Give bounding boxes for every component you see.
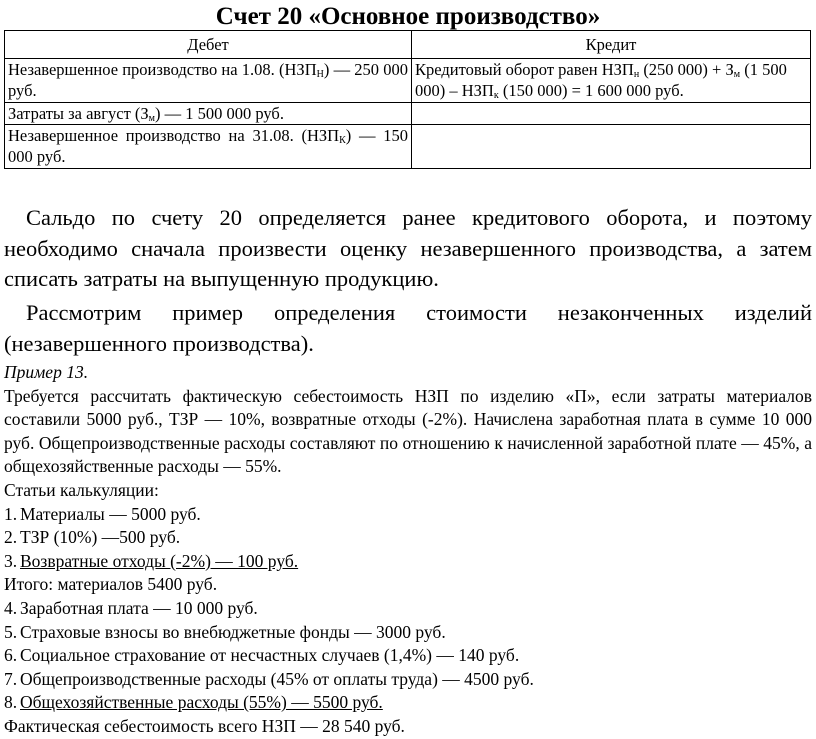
debit-header: Дебет [5,31,412,59]
credit-header: Кредит [412,31,811,59]
account-20-table [4,30,811,169]
subtotal-line: Итого: материалов 5400 руб. [4,574,218,595]
credit-cell-empty [412,125,811,169]
example-task: Требуется рассчитать фактическую себестоимость НЗП по изделию «П», если затраты материалов составили 5000 руб., ТЗР — 10%, возвратные отходы (-2%). Начислена заработная плата в сумме 10 000 руб. Общепроизводственные расходы составляют по отношению к начисленной заработной плате — 45%, а общехозяйственные расходы — 55%. [4,385,812,477]
debit-cell-wip-start: Незавершенное производство на 1.08. $(НЗП_Н)$ — 250 000 руб. [5,59,412,103]
example-label: Пример 13. [4,362,89,382]
list-item: 4. Заработная плата — 10 000 руб. [4,597,258,618]
table-row [5,103,811,125]
total-line: Фактическая себестоимость всего НЗП — 28 540 руб. [4,715,405,736]
list-item: 1. Материалы — 5000 руб. [4,503,201,524]
list-item: 8. Общехозяйственные расходы (55%) — 5500 руб. [4,692,383,713]
credit-cell-turnover: Кредитовый оборот равен $НЗП_н$ (250 $000) + З_м$ (1 500 $000) - НЗП_к$ (150 000) = 1 600 000 руб. [412,59,811,103]
credit-cell-empty [412,103,811,125]
list-item: 6. Социальное страхование от несчастных случаев (1,4%) — 140 руб. [4,645,520,666]
calc-heading: Статьи калькуляции: [4,479,159,500]
example-section [4,361,812,739]
list-item: 3. Возвратные отходы (-2%) — 100 руб. [4,550,299,571]
paragraph-example-intro: Рассмотрим пример определения стоимости незаконченных изделий (незавершенного производства). [4,300,812,356]
debit-cell-costs: Затраты за август $(З_м)$ — 1 500 000 руб. [5,103,412,125]
table-header-row [5,31,811,59]
paragraph-balance: Сальдо по счету 20 определяется ранее кредитового оборота, и поэтому необходимо сначала произвести оценку незавершенного производства, а затем списать затраты на выпущенную продукцию. [4,205,812,291]
table-row [5,125,811,169]
list-item: 2. ТЗР (10%) —500 руб. [4,527,181,548]
list-item: 7. Общепроизводственные расходы (45% от оплаты труда) — 4500 руб. [4,668,534,689]
debit-cell-wip-end: Незавершенное производство на 31.08. $(НЗП_К)$ — 150 000 руб. [5,125,412,169]
table-row [5,59,811,103]
page-title: Счет 20 «Основное производство» [215,3,601,30]
list-item: 5. Страховые взносы во внебюджетные фонды — 3000 руб. [4,621,446,642]
